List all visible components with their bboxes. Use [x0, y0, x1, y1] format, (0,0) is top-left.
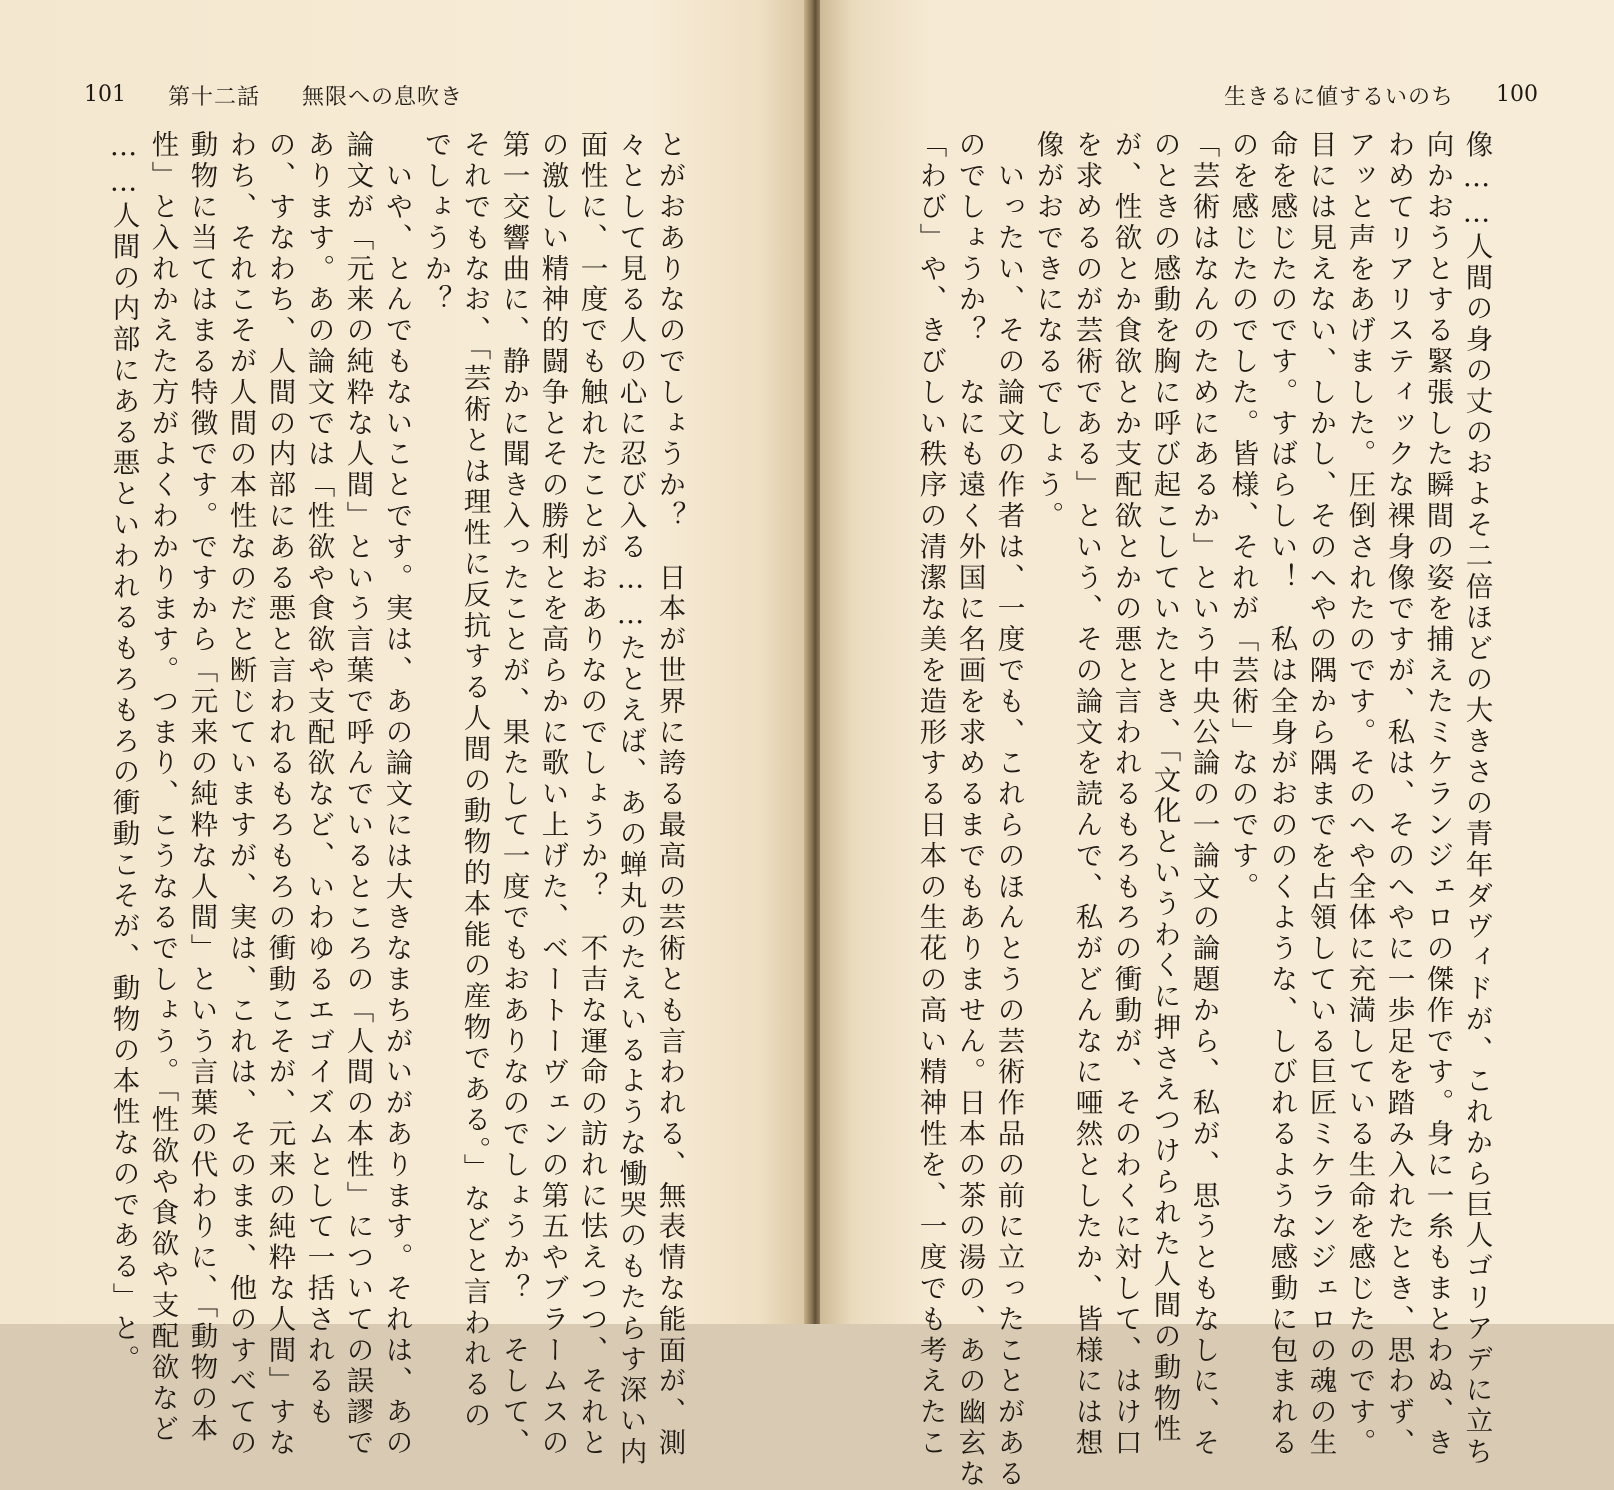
page-number: 100 — [1496, 82, 1538, 107]
text-line: のときの感動を胸に呼び起こしていたとき、「文化というわくに押さえつけられた人間の動物性 — [1148, 130, 1181, 1445]
text-line: 第一交響曲に、静かに聞き入ったことが、果たして一度でもおありなのでしょうか？ そして、 — [497, 130, 530, 1459]
text-line: 目には見えない、しかし、そのへやの隅から隅までを占領している巨匠ミケランジェロの魂の生 — [1304, 130, 1337, 1459]
chapter-label: 第十二話 — [168, 85, 261, 110]
running-head — [168, 80, 463, 111]
text-line: のでしょうか？ なにも遠く外国に名画を求めるまでもありません。日本の茶の湯の、あの幽玄な — [953, 130, 986, 1490]
text-line: を求めるのが芸術である」という、その論文を読んで、私がどんなに唖然としたか、皆様には想 — [1070, 130, 1103, 1459]
text-line: 論文が「元来の純粋な人間」という言葉で呼んでいるところの「人間の本性」についての誤謬で — [341, 130, 374, 1459]
text-line: 像……人間の身の丈のおよそ二倍ほどの大きさの青年ダヴィドが、これから巨人ゴリアデに立ち — [1460, 130, 1493, 1468]
text-line: が、性欲とか食欲とか支配欲とかの悪と言われるもろもろの衝動が、そのわくに対して、はけ口 — [1109, 130, 1142, 1459]
text-line: 向かおうとする緊張した瞬間の姿を捕えたミケランジェロの傑作です。身に一糸もまとわぬ、き — [1421, 130, 1454, 1459]
page-number: 101 — [84, 82, 126, 107]
text-line: でしょうか？ — [419, 130, 452, 316]
text-line: わち、それこそが人間の本性なのだと断じていますが、実は、これは、そのまま、他のすべての — [224, 130, 257, 1459]
right-page — [820, 0, 1614, 1490]
text-line: 「芸術はなんのためにあるか」という中央公論の一論文の論題から、私が、思うともなしに、そ — [1187, 130, 1220, 1459]
text-line: 像がおできになるでしょう。 — [1031, 130, 1064, 532]
text-line: あります。あの論文では「性欲や食欲や支配欲など、いわゆるエゴイズムとして一括されるも — [302, 130, 335, 1428]
text-line: の激しい精神的闘争とその勝利とを高らかに歌い上げた、ベートーヴェンの第五やブラームスの — [536, 130, 569, 1459]
text-line: いや、とんでもないことです。実は、あの論文には大きなまちがいがあります。それは、あの — [380, 130, 413, 1459]
left-page — [0, 0, 808, 1468]
text-line: 動物に当てはまる特徴です。ですから「元来の純粋な人間」という言葉の代わりに、「動物の本 — [185, 130, 218, 1445]
text-line: 性」と入れかえた方がよくわかります。つまり、こうなるでしょう。「性欲や食欲や支配欲など — [146, 130, 179, 1445]
text-line: アッと声をあげました。圧倒されたのです。そのへや全体に充満している生命を感じたのです。 — [1343, 130, 1376, 1459]
text-line: 面性に、一度でも触れたことがおありなのでしょうか？ 不吉な運命の訪れに怯えつつ、それと — [575, 130, 608, 1459]
text-line: わめてリアリスティックな裸身像ですが、私は、そのへやに一歩足を踏み入れたとき、思わず、 — [1382, 130, 1415, 1459]
running-head: 生きるに値するいのち — [1224, 85, 1455, 110]
text-line: それでもなお、「芸術とは理性に反抗する人間の動物的本能の産物である。」などと言われるの — [458, 130, 491, 1432]
chapter-title: 無限への息吹き — [302, 85, 464, 110]
text-line: いったい、その論文の作者は、一度でも、これらのほんとうの芸術作品の前に立ったことがある — [992, 130, 1025, 1490]
text-line: ……人間の内部にある悪といわれるもろもろの衝動こそが、動物の本性なのである」と。 — [107, 130, 140, 1375]
text-line: 「わび」や、きびしい秩序の清潔な美を造形する日本の生花の高い精神性を、一度でも考えたこ — [914, 130, 947, 1459]
text-line: の、すなわち、人間の内部にある悪と言われるもろもろの衝動こそが、元来の純粋な人間」すな — [263, 130, 296, 1459]
text-line: のを感じたのでした。皆様、それが「芸術」なのです。 — [1226, 130, 1259, 903]
text-line: 命を感じたのです。すばらしい！ 私は全身がおののくような、しびれるような感動に包まれる — [1265, 130, 1298, 1459]
text-line: 々として見る人の心に忍び入る……たとえば、あの蝉丸のたえいるような慟哭のもたらす深い内 — [614, 130, 647, 1468]
text-line: とがおありなのでしょうか？ 日本が世界に誇る最高の芸術とも言われる、無表情な能面が、測 — [653, 130, 686, 1459]
